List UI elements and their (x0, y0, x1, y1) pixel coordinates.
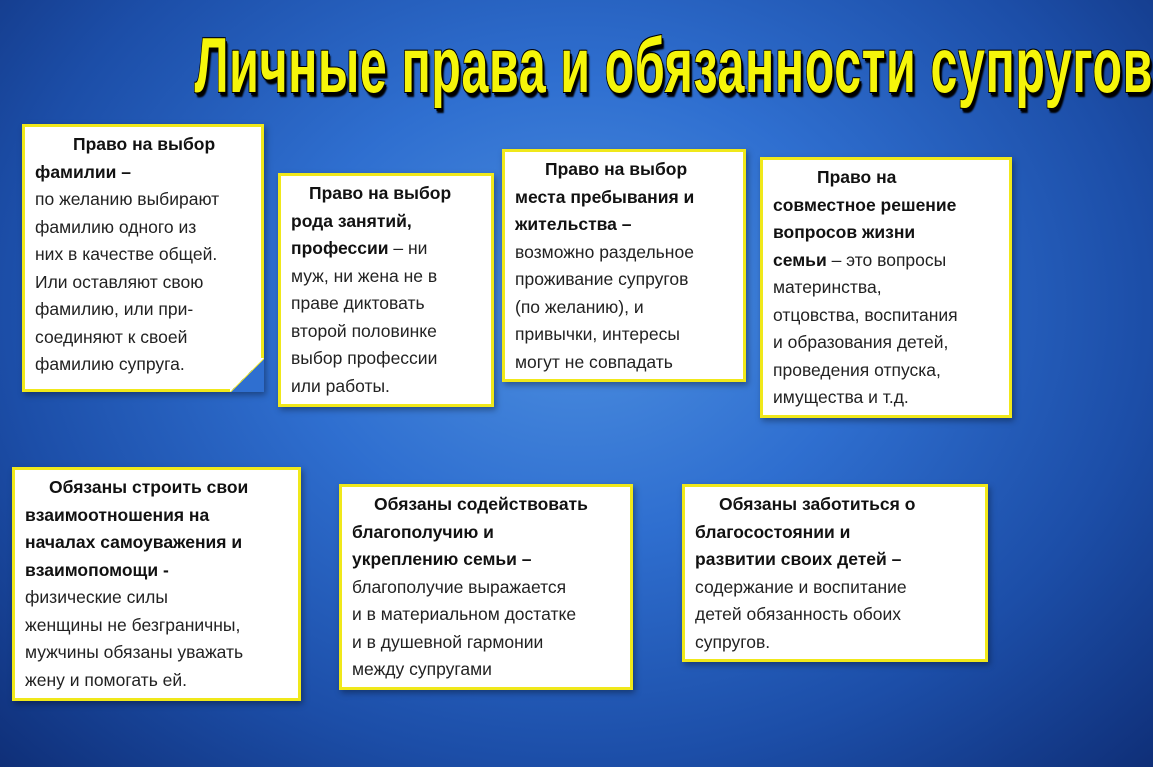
card-heading-line: совместное решение (773, 194, 957, 215)
card-residence-right (502, 149, 746, 382)
card-text-line: привычки, интересы (515, 324, 680, 344)
card-family-welfare-duty (339, 484, 633, 690)
card-text-line: фамилию одного из (35, 216, 197, 237)
card-text-line: праве диктовать (291, 293, 425, 313)
card-text-line: содержание и воспитание (695, 576, 907, 597)
card-text-line: благополучие выражается (352, 576, 567, 597)
card-heading-line: благосостоянии и (695, 521, 851, 542)
card-heading-line: Обязаны строить свои (49, 477, 249, 497)
card-heading-line: Право на выбор (309, 183, 452, 203)
card-text-line: супругов. (695, 631, 771, 652)
card-mutual-respect-duty (12, 467, 301, 701)
card-text-line: отцовства, воспитания (773, 304, 958, 325)
card-heading-line: взаимопомощи - (25, 559, 169, 580)
card-text-line: и в материальном достатке (352, 604, 577, 624)
card-heading-line: укреплению семьи – (352, 549, 532, 569)
card-text-line: муж, ни жена не в (291, 265, 438, 286)
card-text-line: физические силы (25, 587, 168, 607)
card-text-line: проведения отпуска, (773, 359, 941, 380)
card-heading-line: места пребывания и (515, 186, 695, 207)
card-text-line: фамилию супруга. (35, 354, 185, 374)
card-heading-line: началах самоуважения и (25, 532, 243, 552)
card-heading-line: жительства – (515, 214, 632, 234)
card-text-line: проживание супругов (515, 269, 689, 289)
card-text-line: возможно раздельное (515, 241, 694, 262)
card-text-line: мужчины обязаны уважать (25, 642, 244, 662)
card-heading-line: благополучию и (352, 521, 494, 542)
card-text-line: выбор профессии (291, 348, 438, 368)
card-text-line: детей обязанность обоих (695, 604, 901, 624)
card-text-line: могут не совпадать (515, 351, 673, 372)
card-text-line: женщины не безграничны, (25, 614, 241, 635)
card-joint-decisions-right (760, 157, 1012, 418)
card-text-line: соединяют к своей (35, 326, 188, 347)
card-heading-line: Обязаны содействовать (374, 494, 588, 514)
card-mixed-line (291, 235, 481, 263)
card-heading-fragment: профессии (291, 238, 389, 258)
card-text-line: по желанию выбирают (35, 189, 220, 209)
card-text-line: фамилию, или при- (35, 299, 194, 319)
page-title: Личные права и обязанности супругов (194, 21, 1153, 109)
card-surname-right (22, 124, 264, 392)
card-text-line: Или оставляют свою (35, 271, 204, 292)
card-text-line: и в душевной гармонии (352, 631, 544, 652)
card-heading-line: развитии своих детей – (695, 549, 902, 569)
card-heading-fragment: семьи (773, 249, 827, 270)
card-children-care-duty (682, 484, 988, 662)
card-text-line: имущества и т.д. (773, 387, 909, 407)
card-heading-line: Право на (817, 167, 897, 187)
card-text-line: материнства, (773, 277, 882, 297)
card-heading-line: взаимоотношения на (25, 504, 210, 525)
card-heading-line: Право на выбор (73, 134, 216, 154)
card-text-line: или работы. (291, 375, 390, 396)
card-heading-line: фамилии – (35, 161, 131, 182)
card-text-line: между супругами (352, 659, 492, 679)
card-text-line: второй половинке (291, 320, 437, 341)
card-heading-line: Обязаны заботиться о (719, 494, 916, 514)
card-profession-right (278, 173, 494, 407)
card-text-fragment: – это вопросы (826, 249, 947, 270)
card-heading-line: рода занятий, (291, 210, 412, 231)
card-mixed-line (773, 247, 999, 275)
card-text-fragment: – ни (388, 238, 428, 258)
card-heading-line: вопросов жизни (773, 222, 916, 242)
card-text-line: них в качестве общей. (35, 244, 218, 264)
card-text-line: жену и помогать ей. (25, 669, 188, 690)
card-text-line: и образования детей, (773, 332, 949, 352)
card-text-line: (по желанию), и (515, 296, 644, 317)
card-heading-line: Право на выбор (545, 159, 688, 179)
page-curl-decoration (230, 358, 264, 392)
